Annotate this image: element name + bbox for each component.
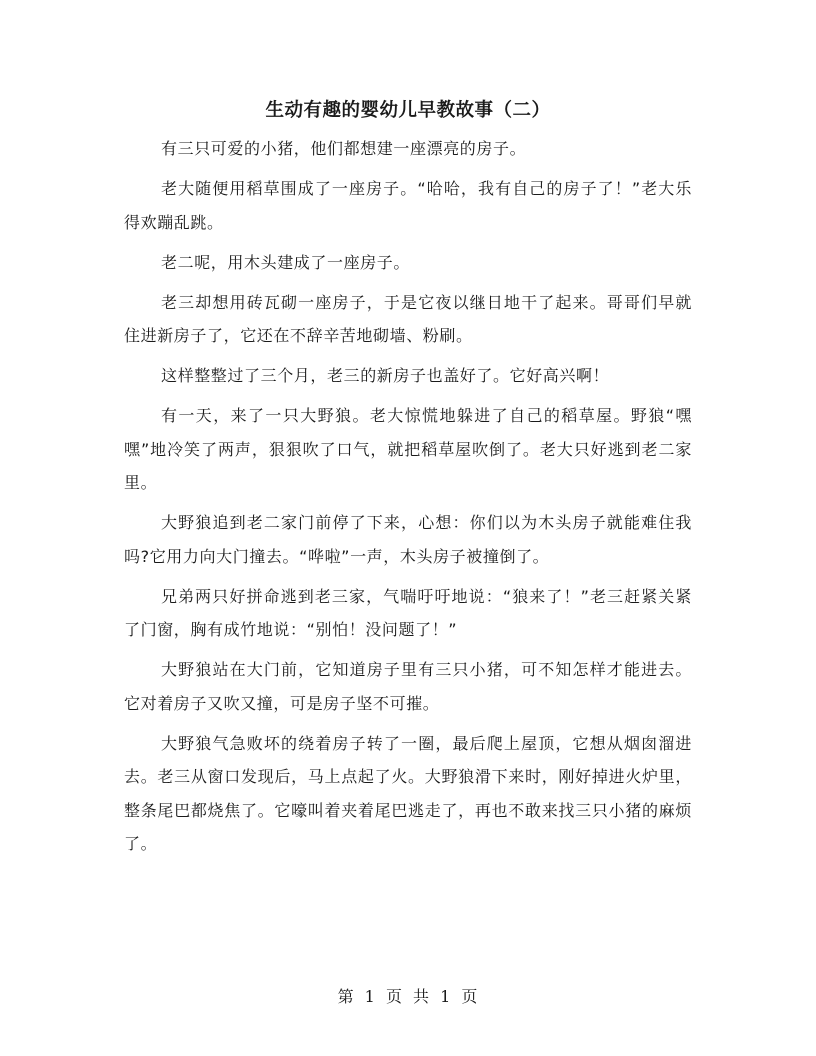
document-title: 生动有趣的婴幼儿早教故事（二） [265,100,551,121]
paragraph: 这样整整过了三个月，老三的新房子也盖好了。它好高兴啊！ [161,366,610,385]
paragraph: 有一天，来了一只大野狼。老大惊慌地躲进了自己的稻草屋。野狼“嘿嘿”地冷笑了两声，狠狠吹了口气，就把稻草屋吹倒了。老大只好逃到老二家里。 [124,406,692,492]
paragraph: 兄弟两只好拼命逃到老三家，气喘吁吁地说：“狼来了！”老三赶紧关紧了门窗，胸有成竹地说：“别怕！没问题了！” [124,586,692,639]
paragraph: 老三却想用砖瓦砌一座房子，于是它夜以继日地干了起来。哥哥们早就住进新房子了，它还在不辞辛苦地砌墙、粉刷。 [124,292,692,345]
paragraph: 大野狼追到老二家门前停了下来，心想：你们以为木头房子就能难住我吗?它用力向大门撞去。“哗啦”一声，木头房子被撞倒了。 [124,513,692,566]
paragraph: 大野狼站在大门前，它知道房子里有三只小猪，可不知怎样才能进去。它对着房子又吹又撞，可是房子坚不可摧。 [124,660,692,713]
paragraph: 老二呢，用木头建成了一座房子。 [161,252,411,272]
document-body [124,132,692,867]
page-number-footer: 第 1 页 共 1 页 [337,987,479,1006]
paragraph: 有三只可爱的小猪，他们都想建一座漂亮的房子。 [161,139,527,158]
paragraph: 老大随便用稻草围成了一座房子。“哈哈，我有自己的房子了！”老大乐得欢蹦乱跳。 [124,179,692,232]
paragraph: 大野狼气急败坏的绕着房子转了一圈，最后爬上屋顶，它想从烟囱溜进去。老三从窗口发现后，马上点起了火。大野狼滑下来时，刚好掉进火炉里，整条尾巴都烧焦了。它嚎叫着夹着尾巴逃走了，再也不敢来找三只小猪的麻烦了。 [124,733,692,853]
